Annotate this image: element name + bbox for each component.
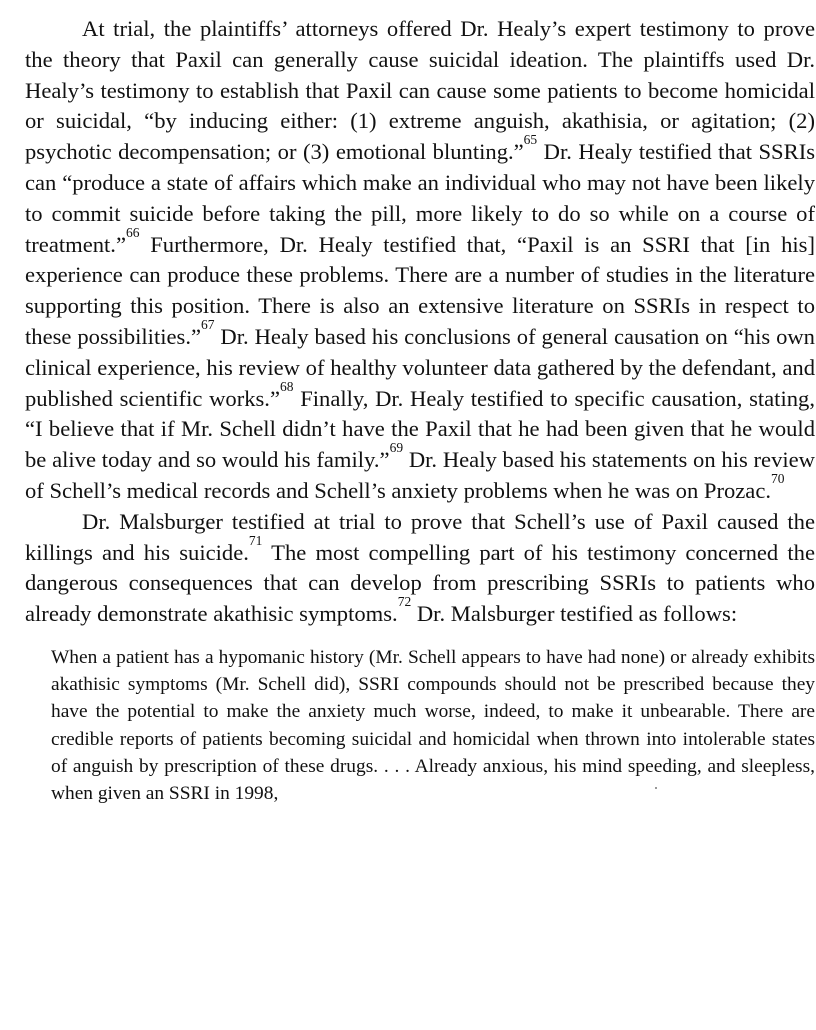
text-run: The most compelling part of his testimony concerned the dangerous consequences that can develop from prescribing SSRIs to patients who already demonstrate akathisic symptoms. <box>25 539 815 627</box>
footnote-marker[interactable]: 66 <box>126 224 140 240</box>
text-run: Dr. Healy testified that SSRIs can “produce a state of affairs which make an individual who may not have been likely to commit suicide before taking the pill, more likely to do so while on a course of treatment.” <box>25 139 816 257</box>
text-run: Dr. Healy based his conclusions of general causation on “his own clinical experience, his review of healthy volunteer data gathered by the defendant, and published scientific works.” <box>25 323 815 411</box>
body-paragraph <box>25 507 815 630</box>
footnote-marker[interactable]: 69 <box>389 440 404 456</box>
footnote-marker[interactable]: 68 <box>279 378 294 394</box>
stray-mark <box>655 787 657 789</box>
footnote-marker[interactable]: 70 <box>771 470 785 486</box>
text-run: At trial, the plaintiffs’ attorneys offered Dr. Healy’s expert testimony to prove the theory that Paxil can generally cause suicidal ideation. The plaintiffs used Dr. Healy’s testimony to establish that Paxil can cause some patients to become homicidal or suicidal, “by inducing either: (1) extreme anguish, akathisia, or agitation; (2) psychotic decompensation; or (3) emotional blunting.” <box>25 16 815 165</box>
text-run: Dr. Malsburger testified at trial to prove that Schell’s use of Paxil caused the killings and his suicide. <box>25 508 815 565</box>
footnote-marker[interactable]: 71 <box>248 532 263 548</box>
body-paragraph <box>25 14 815 507</box>
text-run: Dr. Malsburger testified as follows: <box>411 601 738 627</box>
text-run: Dr. Healy based his statements on his review of Schell’s medical records and Schell’s anxiety problems when he was on Prozac. <box>25 447 816 503</box>
text-run: Furthermore, Dr. Healy testified that, “Paxil is an SSRI that [in his] experience can produce these problems. There are a number of studies in the literature supporting this position. There is also an extensive literature on SSRIs in respect to these possibilities.” <box>25 231 815 349</box>
document-page <box>25 14 815 807</box>
footnote-marker[interactable]: 67 <box>201 316 215 332</box>
footnote-marker[interactable]: 65 <box>523 132 538 148</box>
block-quote <box>51 644 815 807</box>
block-quote-text: When a patient has a hypomanic history (Mr. Schell appears to have had none) or already exhibits akathisic symptoms (Mr. Schell did), SSRI compounds should not be prescribed because they have the potential to make the anxiety much worse, indeed, to make it unbearable. There are credible reports of patients becoming suicidal and homicidal when thrown into intolerable states of anguish by prescription of these drugs. . . . Already anxious, his mind speeding, and sleepless, when given an SSRI in 1998, <box>51 646 815 804</box>
footnote-marker[interactable]: 72 <box>397 594 412 610</box>
text-run: Finally, Dr. Healy testified to specific causation, stating, “I believe that if Mr. Schell didn’t have the Paxil that he had been given that he would be alive today and so would his family.” <box>25 385 815 473</box>
